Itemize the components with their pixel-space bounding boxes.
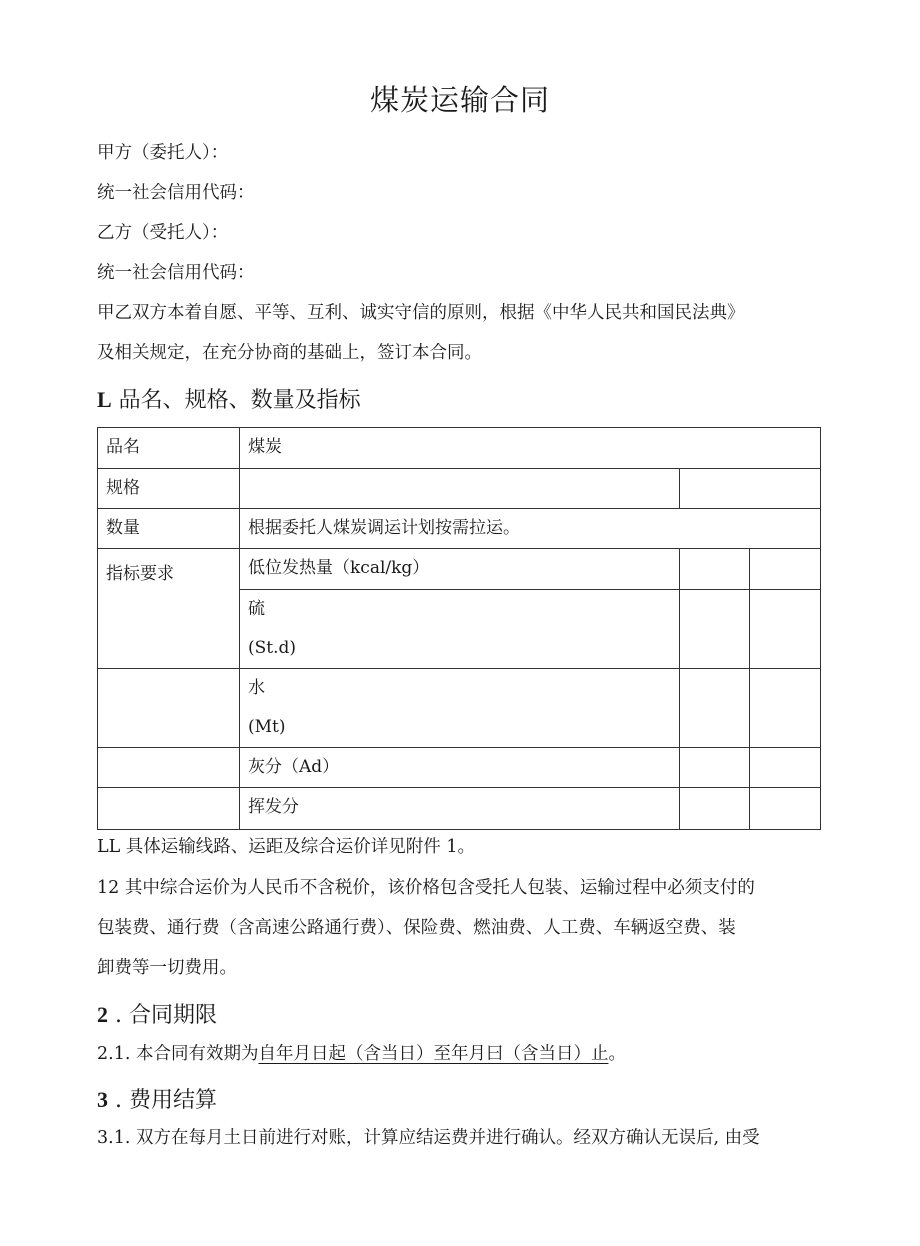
table-row bbox=[98, 549, 821, 590]
qty-value-cell: 根据委托人煤炭调运计划按需拉运。 bbox=[240, 509, 821, 549]
index-blank-cell bbox=[98, 669, 240, 748]
index-value-cell bbox=[750, 669, 821, 748]
index-label: 指标要求 bbox=[106, 564, 174, 584]
section-1-title: 品名、规格、数量及指标 bbox=[111, 388, 361, 413]
section-3-title: . 费用结算 bbox=[108, 1088, 217, 1113]
index-item-line: (Mt) bbox=[248, 717, 286, 737]
clause-2-1-term: 自年月日起（含当日）至年月曰（含当日）止 bbox=[258, 1044, 609, 1064]
table-row bbox=[98, 788, 821, 830]
index-value-cell bbox=[750, 748, 821, 788]
spec-table bbox=[97, 427, 821, 830]
clause-1-2-line-2: 包装费、通行费（含高速公路通行费）、保险费、燃油费、人工费、车辆返空费、装 bbox=[97, 918, 736, 938]
index-value-cell bbox=[750, 549, 821, 590]
section-3-heading bbox=[97, 1083, 217, 1114]
index-blank-cell bbox=[98, 788, 240, 830]
index-label-cell bbox=[98, 549, 240, 669]
clause-2-1-prefix: 2.1. 本合同有效期为 bbox=[97, 1044, 259, 1064]
clause-3-1: 3.1. 双方在每月土日前进行对账，计算应结运费并进行确认。经双方确认无误后, 由受 bbox=[97, 1128, 760, 1148]
index-item-line: 硫 bbox=[248, 599, 265, 619]
spec-value-cell bbox=[240, 469, 680, 509]
qty-label-cell: 数量 bbox=[98, 509, 240, 549]
section-1-heading bbox=[97, 383, 361, 414]
index-item-cell: 挥发分 bbox=[240, 788, 680, 830]
index-value-cell bbox=[680, 549, 750, 590]
party-b-credit-code: 统一社会信用代码： bbox=[97, 263, 255, 283]
clause-1-1: LL 具体运输线路、运距及综合运价详见附件 1。 bbox=[97, 837, 476, 857]
party-b-line: 乙方（受托人）： bbox=[97, 223, 229, 243]
index-blank-cell bbox=[98, 748, 240, 788]
index-value-cell bbox=[680, 669, 750, 748]
index-item-cell: 灰分（Ad） bbox=[240, 748, 680, 788]
document-title: 煤炭运输合同 bbox=[369, 83, 550, 117]
clause-1-2-line-1: 12 其中综合运价为人民币不含税价，该价格包含受托人包装、运输过程中必须支付的 bbox=[97, 878, 755, 898]
section-2-title: . 合同期限 bbox=[108, 1003, 217, 1028]
index-value-cell bbox=[680, 590, 750, 669]
index-value-cell bbox=[750, 590, 821, 669]
index-value-cell bbox=[750, 788, 821, 830]
party-a-credit-code: 统一社会信用代码： bbox=[97, 183, 255, 203]
table-row bbox=[98, 669, 821, 748]
spec-label-cell: 规格 bbox=[98, 469, 240, 509]
index-value-cell bbox=[680, 748, 750, 788]
preamble-line-2: 及相关规定，在充分协商的基础上，签订本合同。 bbox=[97, 343, 482, 363]
index-item-line: 水 bbox=[248, 678, 265, 698]
clause-2-1-suffix: 。 bbox=[608, 1044, 626, 1064]
clause-2-1 bbox=[97, 1040, 822, 1065]
index-item-line: (St.d) bbox=[248, 638, 297, 658]
section-2-heading bbox=[97, 998, 217, 1029]
index-item-cell bbox=[240, 590, 680, 669]
table-row bbox=[98, 748, 821, 788]
section-2-number: 2 bbox=[97, 1002, 108, 1027]
name-label-cell: 品名 bbox=[98, 428, 240, 469]
name-value-cell: 煤炭 bbox=[240, 428, 821, 469]
section-3-number: 3 bbox=[97, 1087, 108, 1112]
table-row bbox=[98, 469, 821, 509]
preamble-line-1: 甲乙双方本着自愿、平等、互利、诚实守信的原则，根据《中华人民共和国民法典》 bbox=[97, 303, 745, 323]
clause-1-2-line-3: 卸费等一切费用。 bbox=[97, 958, 237, 978]
table-row bbox=[98, 428, 821, 469]
table-row bbox=[98, 509, 821, 549]
party-a-line: 甲方（委托人）： bbox=[97, 143, 229, 163]
index-value-cell bbox=[680, 788, 750, 830]
index-item-cell bbox=[240, 669, 680, 748]
section-1-number: L bbox=[97, 387, 112, 412]
index-item-cell: 低位发热量（kcal/kg） bbox=[240, 549, 680, 590]
spec-extra-cell bbox=[680, 469, 821, 509]
